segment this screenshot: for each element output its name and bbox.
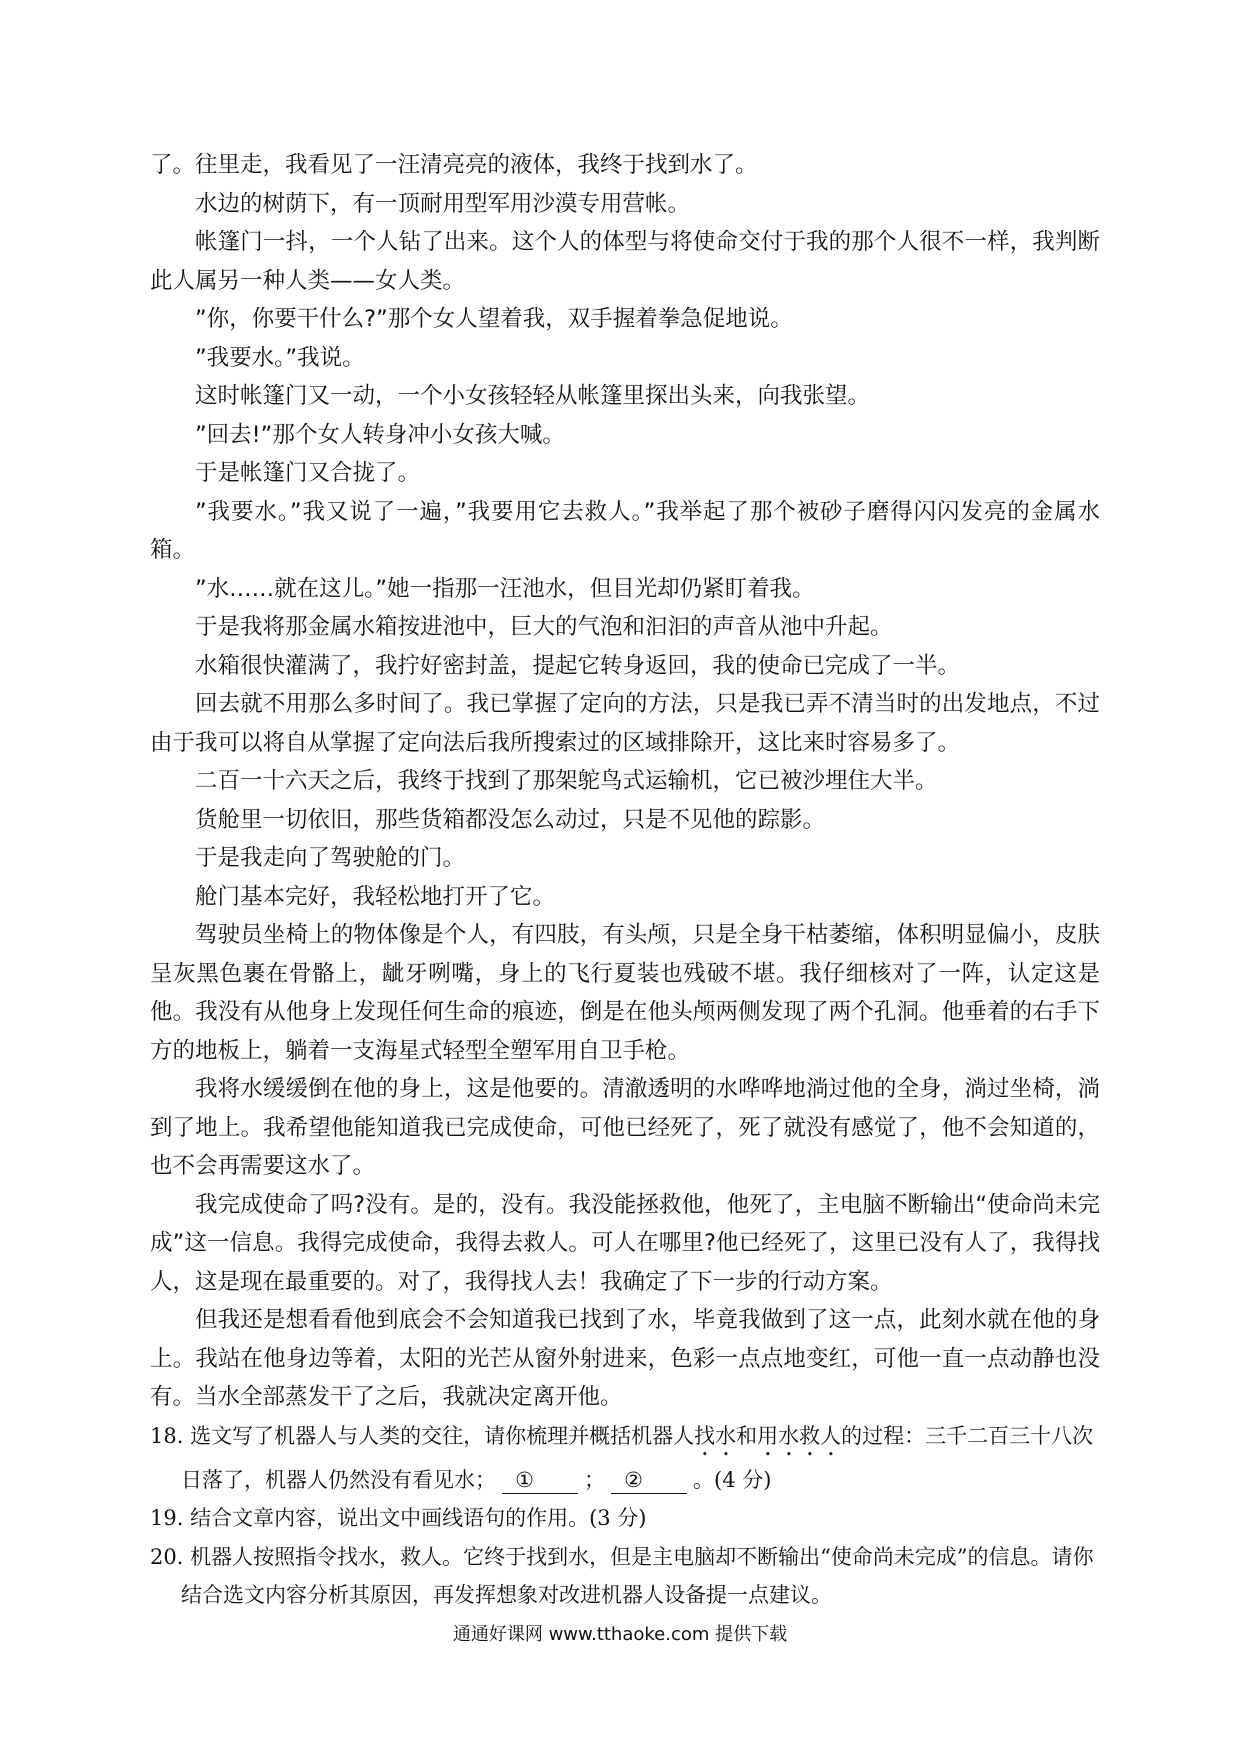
paragraph: 驾驶员坐椅上的物体像是个人，有四肢，有头颅，只是全身干枯萎缩，体积明显偏小，皮肤呈灰黑色裹在骨骼上，龇牙咧嘴，身上的飞行夏装也残破不堪。我仔细核对了一阵，认定这是他。我没有从他身上发现任何生命的痕迹，倒是在他头颅两侧发现了两个孔洞。他垂着的右手下方的地板上，躺着一支海星式轻型全塑军用自卫手枪。: [150, 922, 1100, 1064]
question-text: 的过程：三千二百三十八次日落了，机器人仍然没有看见水；: [181, 1423, 1094, 1492]
question-18: [150, 1417, 1100, 1500]
paragraph: 我完成使命了吗?没有。是的，没有。我没能拯救他，他死了，主电脑不断输出“使命尚未完成”这一信息。我得完成使命，我得去救人。可人在哪里?他已经死了，这里已没有人了，我得找人，这是现在最重要的。对了，我得找人去！我确定了下一步的行动方案。: [150, 1191, 1100, 1295]
paragraph: ”你，你要干什么?”那个女人望着我，双手握着拳急促地说。: [195, 306, 793, 332]
paragraph: 这时帐篷门又一动，一个小女孩轻轻从帐篷里探出头来，向我张望。: [195, 383, 871, 409]
question-number: 18.: [150, 1423, 184, 1448]
paragraph: ”水……就在这儿。”她一指那一汪池水，但目光却仍紧盯着我。: [195, 575, 815, 602]
paragraph: 于是我将那金属水箱按进池中，巨大的气泡和汩汩的声音从池中升起。: [195, 614, 893, 640]
separator: ；: [584, 1467, 605, 1492]
question-19: 19. 结合文章内容，说出文中画线语句的作用。(3 分): [150, 1506, 647, 1530]
answer-blank-2: ②: [611, 1467, 687, 1494]
paragraph: ”我要水。”我又说了一遍，”我要用它去救人。”我举起了那个被砂子磨得闪闪发亮的金属水箱。: [150, 498, 1100, 563]
question-20: 20. 机器人按照指令找水，救人。它终于找到水，但是主电脑却不断输出“使命尚未完成”的信息。请你结合选文内容分析其原因，再发挥想象对改进机器人设备提一点建议。: [150, 1544, 1094, 1607]
question-text: 选文写了机器人与人类的交往，请你梳理并概括机器人: [190, 1423, 695, 1448]
paragraph: 货舱里一切依旧，那些货箱都没怎么动过，只是不见他的踪影。: [195, 806, 826, 833]
paragraph: ”回去!”那个女人转身冲小女孩大喊。: [195, 421, 565, 448]
paragraph: 于是帐篷门又合拢了。: [195, 460, 421, 486]
paragraph: 但我还是想看看他到底会不会知道我已找到了水，毕竟我做到了这一点，此刻水就在他的身上。我站在他身边等着，太阳的光芒从窗外射进来，色彩一点点地变红，可他一直一点动静也没有。当水全部蒸发干了之后，我就决定离开他。: [150, 1307, 1100, 1410]
paragraph: 帐篷门一抖，一个人钻了出来。这个人的体型与将使命交付于我的那个人很不一样，我判断此人属另一种人类——女人类。: [150, 229, 1100, 294]
paragraph: ”我要水。”我说。: [195, 344, 365, 371]
paragraph: 二百一十六天之后，我终于找到了那架鸵鸟式运输机，它已被沙埋住大半。: [195, 768, 938, 794]
paragraph: 了。往里走，我看见了一汪清亮亮的液体，我终于找到水了。: [150, 152, 758, 178]
paragraph: 于是我走向了驾驶舱的门。: [195, 845, 466, 871]
paragraph: 舱门基本完好，我轻松地打开了它。: [195, 883, 556, 910]
answer-blank-1: ①: [502, 1467, 578, 1494]
paragraph: 水箱很快灌满了，我拧好密封盖，提起它转身返回，我的使命已完成了一半。: [195, 652, 961, 679]
paragraph: 我将水缓缓倒在他的身上，这是他要的。清澈透明的水哗哗地淌过他的全身，淌过坐椅，淌到了地上。我希望他能知道我已完成使命，可他已经死了，死了就没有感觉了，他不会知道的，也不会再需要这水了。: [150, 1076, 1100, 1179]
page-footer: 通通好课网 www.tthaoke.com 提供下载: [452, 1624, 788, 1645]
document-body: [150, 146, 1100, 1615]
question-text: 和: [736, 1423, 758, 1448]
emphasis-text: 找水: [694, 1423, 737, 1448]
paragraph: 回去就不用那么多时间了。我已掌握了定向的方法，只是我已弄不清当时的出发地点，不过由于我可以将自从掌握了定向法后我所搜索过的区域排除开，这比来时容易多了。: [150, 691, 1100, 756]
emphasis-text: 用水救人: [757, 1423, 842, 1448]
score: 。(4 分): [693, 1467, 772, 1492]
paragraph: 水边的树荫下，有一顶耐用型军用沙漠专用营帐。: [195, 190, 691, 217]
